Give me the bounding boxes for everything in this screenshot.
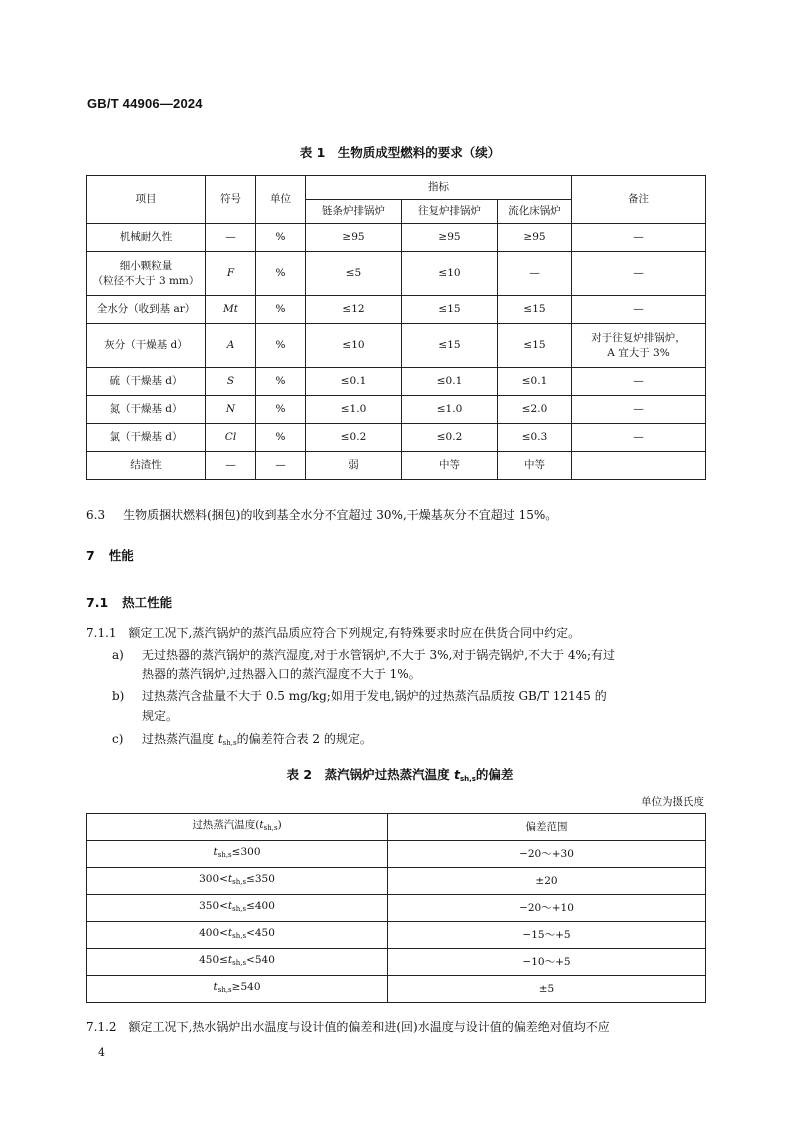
table1-cell-unit: % — [256, 252, 306, 296]
table1-cell-chain: 弱 — [306, 452, 402, 480]
table1-header-symbol: 符号 — [206, 176, 256, 224]
table2-temp-var: t — [213, 981, 218, 993]
table2-temp-sub: sh,s — [232, 878, 247, 886]
table2-temp-pre: 350< — [199, 900, 228, 912]
table2-temp-var: t — [213, 846, 218, 858]
table2-temp-sub: sh,s — [217, 851, 232, 859]
table1-row — [87, 224, 706, 252]
table1-cell-chain: ≤12 — [306, 296, 402, 324]
table1-item-text: 硫（干燥基 d） — [109, 375, 183, 387]
table2-caption — [0, 765, 800, 783]
table1-cell-reciprocating: 中等 — [402, 452, 498, 480]
table2-header-range: 偏差范围 — [388, 814, 706, 841]
table1-row — [87, 324, 706, 368]
table1-item-text: 氯（干燥基 d） — [109, 431, 183, 443]
table2 — [86, 813, 706, 1003]
table1-cell-remark — [572, 296, 706, 324]
table1-row — [87, 296, 706, 324]
table1-cell-remark — [572, 424, 706, 452]
table1-cell-unit: % — [256, 396, 306, 424]
table1-cell-fluidized: ≥95 — [498, 224, 572, 252]
table1-cell-fluidized: ≤15 — [498, 324, 572, 368]
clause-6-3 — [86, 506, 557, 525]
clause-6-3-number: 6.3 — [86, 508, 106, 522]
table1-header-unit: 单位 — [256, 176, 306, 224]
table1-cell-unit: — — [256, 452, 306, 480]
table1-cell-reciprocating: ≤0.1 — [402, 368, 498, 396]
table1-remark-text: — — [633, 375, 644, 387]
item-c-post: 的偏差符合表 2 的规定。 — [236, 732, 372, 746]
section-7-heading — [86, 546, 134, 564]
item-a-label: a) — [112, 648, 124, 662]
table1-row — [87, 452, 706, 480]
table2-temp-var: t — [227, 873, 233, 885]
table2-caption-var: t — [453, 767, 460, 782]
table1-cell-reciprocating: ≤0.2 — [402, 424, 498, 452]
section-7-1-heading — [86, 593, 172, 611]
table2-row — [87, 895, 706, 922]
table1-cell-chain: ≥95 — [306, 224, 402, 252]
table1-remark-text-line2: A 宜大于 3% — [607, 346, 670, 359]
clause-6-3-text: 生物质捆状燃料(捆包)的收到基全水分不宜超过 30%,干燥基灰分不宜超过 15%。 — [123, 508, 558, 522]
table2-row — [87, 922, 706, 949]
table1-cell-reciprocating: ≤15 — [402, 296, 498, 324]
item-c-pre: 过热蒸汽温度 — [142, 732, 218, 746]
section-7-title: 性能 — [108, 548, 134, 563]
table2-cell-range: −20～+10 — [388, 895, 706, 922]
table2-temp-pre: 300< — [199, 873, 228, 885]
table1-cell-symbol: N — [206, 396, 256, 424]
table2-cell-range: ±20 — [388, 868, 706, 895]
table2-temp-var: t — [227, 900, 233, 912]
table1-cell-remark — [572, 368, 706, 396]
item-c-sub: sh,s — [222, 739, 237, 747]
standard-number: GB/T 44906—2024 — [87, 96, 203, 111]
item-b-line1: 过热蒸汽含盐量不大于 0.5 mg/kg;如用于发电,锅炉的过热蒸汽品质按 GB/T 12145 的 — [142, 689, 607, 703]
table2-cell-temp — [87, 841, 388, 868]
table1-cell-unit: % — [256, 224, 306, 252]
table2-header-row — [87, 814, 706, 841]
table1-cell-reciprocating: ≤15 — [402, 324, 498, 368]
table1-row — [87, 252, 706, 296]
table2-temp-sub: sh,s — [232, 959, 247, 967]
table1-cell-item — [87, 396, 206, 424]
table1-header-chain: 链条炉排锅炉 — [306, 200, 402, 224]
clause-7-1-1-number: 7.1.1 — [86, 626, 117, 640]
item-c-label: c) — [112, 732, 124, 746]
table1-cell-chain: ≤5 — [306, 252, 402, 296]
table1-cell-remark — [572, 452, 706, 480]
table2-cell-temp — [87, 922, 388, 949]
table2-temp-post: ≤300 — [231, 846, 261, 858]
table1-item-text: 全水分（收到基 ar） — [96, 303, 196, 315]
table1-cell-chain: ≤0.2 — [306, 424, 402, 452]
clause-7-1-1-text: 额定工况下,蒸汽锅炉的蒸汽品质应符合下列规定,有特殊要求时应在供货合同中约定。 — [128, 626, 581, 640]
table1-caption: 表 1 生物质成型燃料的要求（续） — [299, 145, 501, 160]
table1-cell-fluidized: ≤0.1 — [498, 368, 572, 396]
table1-cell-fluidized: ≤0.3 — [498, 424, 572, 452]
table2-header-temp-sub: sh,s — [263, 824, 278, 832]
table2-temp-pre: 400< — [199, 927, 228, 939]
table2-unit-note: 单位为摄氏度 — [641, 796, 704, 808]
table2-temp-sub: sh,s — [217, 986, 232, 994]
table1-item-text: 细小颗粒量 — [119, 259, 173, 272]
table1-header-remark: 备注 — [572, 176, 706, 224]
table2-caption-pre: 表 2 蒸汽锅炉过热蒸汽温度 — [286, 767, 454, 782]
table1-header-reciprocating: 往复炉排锅炉 — [402, 200, 498, 224]
table2-header-temp-var: t — [259, 819, 264, 831]
table1-remark-text: 对于往复炉排锅炉， — [591, 331, 686, 344]
table1-row — [87, 424, 706, 452]
table2-temp-sub: sh,s — [232, 905, 247, 913]
table2-cell-range: −15～+5 — [388, 922, 706, 949]
table1-cell-reciprocating: ≤1.0 — [402, 396, 498, 424]
table1-cell-symbol: — — [206, 224, 256, 252]
table1-cell-chain: ≤1.0 — [306, 396, 402, 424]
table1-cell-chain: ≤10 — [306, 324, 402, 368]
table1-row — [87, 368, 706, 396]
table1-cell-symbol: F — [206, 252, 256, 296]
table1-cell-fluidized: 中等 — [498, 452, 572, 480]
table2-cell-temp — [87, 868, 388, 895]
table1-item-text: 机械耐久性 — [119, 231, 173, 243]
table1-cell-reciprocating: ≤10 — [402, 252, 498, 296]
clause-7-1-2 — [86, 1018, 610, 1037]
table2-row — [87, 841, 706, 868]
table2-temp-var: t — [227, 954, 233, 966]
table1-remark-text: — — [633, 403, 644, 415]
table1-cell-unit: % — [256, 324, 306, 368]
table1-cell-remark — [572, 224, 706, 252]
table1-remark-text: — — [633, 231, 644, 243]
table2-temp-var: t — [227, 927, 233, 939]
item-c-text — [142, 730, 372, 753]
table1-cell-unit: % — [256, 424, 306, 452]
table2-header-temp — [87, 814, 388, 841]
item-a-line1: 无过热器的蒸汽锅炉的蒸汽湿度,对于水管锅炉,不大于 3%,对于锅壳锅炉,不大于 4%;有过 — [142, 648, 616, 662]
table1-cell-item — [87, 252, 206, 296]
table2-cell-temp — [87, 949, 388, 976]
table1-cell-unit: % — [256, 368, 306, 396]
clause-7-1-1 — [86, 624, 580, 643]
table1-cell-item — [87, 368, 206, 396]
table2-temp-post: ≥540 — [231, 981, 261, 993]
table1-header-fluidized: 流化床锅炉 — [498, 200, 572, 224]
table1-cell-remark — [572, 324, 706, 368]
table2-cell-range: −10～+5 — [388, 949, 706, 976]
table1-cell-item — [87, 224, 206, 252]
table1-cell-fluidized: ≤15 — [498, 296, 572, 324]
table1-header-indicator: 指标 — [306, 176, 572, 200]
table2-cell-range: −20～+30 — [388, 841, 706, 868]
clause-7-1-2-text: 额定工况下,热水锅炉出水温度与设计值的偏差和进(回)水温度与设计值的偏差绝对值均不应 — [128, 1020, 610, 1034]
table1-row — [87, 396, 706, 424]
table2-row — [87, 868, 706, 895]
table2-temp-post: ≤400 — [246, 900, 275, 912]
table1-item-text-line2: （粒径不大于 3 mm） — [92, 274, 200, 287]
table1-cell-fluidized: ≤2.0 — [498, 396, 572, 424]
table1-cell-remark — [572, 396, 706, 424]
section-7-1-number: 7.1 — [86, 595, 109, 610]
item-b-line2: 规定。 — [142, 709, 179, 723]
table1-cell-item — [87, 296, 206, 324]
table2-cell-temp — [87, 895, 388, 922]
clause-7-1-2-number: 7.1.2 — [86, 1020, 117, 1034]
section-7-1-title: 热工性能 — [122, 595, 173, 610]
table1-cell-item — [87, 324, 206, 368]
table2-row — [87, 976, 706, 1003]
table1-remark-text: — — [633, 431, 644, 443]
table1-cell-unit: % — [256, 296, 306, 324]
table1-cell-reciprocating: ≥95 — [402, 224, 498, 252]
table2-cell-range: ±5 — [388, 976, 706, 1003]
page-number: 4 — [98, 1046, 105, 1059]
table1-remark-text: — — [633, 267, 644, 279]
table1-item-text: 结渣性 — [130, 459, 162, 471]
table2-caption-post: 的偏差 — [475, 767, 514, 782]
table2-temp-pre: 450≤ — [199, 954, 228, 966]
table1-cell-symbol: A — [206, 324, 256, 368]
table2-temp-post: ≤350 — [246, 873, 275, 885]
item-a-line2: 热器的蒸汽锅炉,过热器入口的蒸汽湿度不大于 1%。 — [142, 667, 421, 681]
table1-cell-symbol: — — [206, 452, 256, 480]
table1-header-row — [87, 176, 706, 200]
table2-temp-sub: sh,s — [232, 932, 247, 940]
table1-cell-chain: ≤0.1 — [306, 368, 402, 396]
table1-cell-symbol: S — [206, 368, 256, 396]
table1 — [86, 175, 706, 480]
table2-caption-sub: sh,s — [459, 775, 476, 783]
table2-header-temp-pre: 过热蒸汽温度( — [192, 819, 260, 831]
section-7-number: 7 — [86, 548, 95, 563]
table2-temp-post: <450 — [246, 927, 275, 939]
table1-cell-item — [87, 452, 206, 480]
table1-cell-symbol: Mt — [206, 296, 256, 324]
table1-cell-symbol: Cl — [206, 424, 256, 452]
table1-item-text: 氮（干燥基 d） — [109, 403, 183, 415]
item-c-var: t — [217, 732, 223, 746]
table1-header-item: 项目 — [87, 176, 206, 224]
table2-header-temp-post: ) — [277, 819, 282, 831]
table1-remark-text: — — [633, 303, 644, 315]
table2-cell-temp — [87, 976, 388, 1003]
table2-temp-post: <540 — [246, 954, 275, 966]
table1-item-text: 灰分（干燥基 d） — [104, 339, 188, 351]
table2-row — [87, 949, 706, 976]
table1-cell-fluidized: — — [498, 252, 572, 296]
item-b-label: b) — [112, 689, 125, 703]
table1-cell-item — [87, 424, 206, 452]
table1-cell-remark — [572, 252, 706, 296]
